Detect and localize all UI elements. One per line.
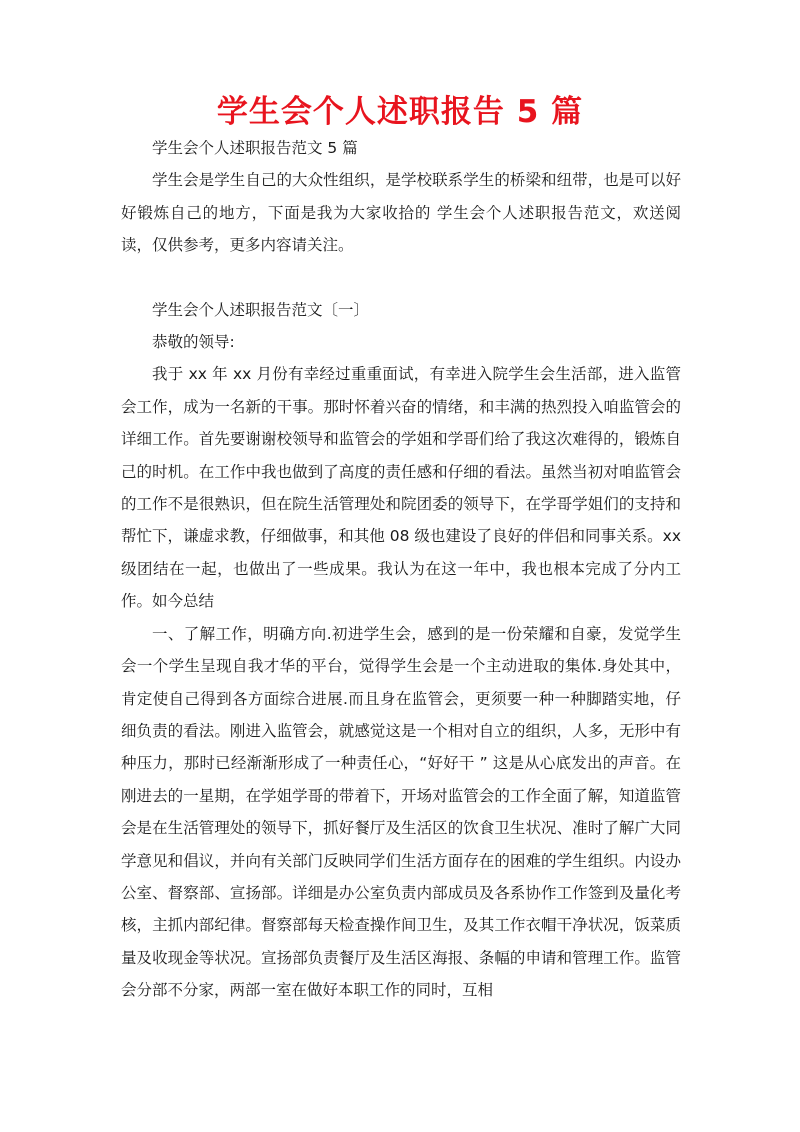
salutation: 恭敬的领导: — [152, 333, 235, 352]
subtitle-paragraph: 学生会个人述职报告范文 5 篇 — [152, 139, 358, 157]
document-title: 学生会个人述职报告 5 篇 — [216, 94, 584, 130]
document-body — [121, 132, 681, 1007]
body-paragraph-2: 一、了解工作，明确方向.初进学生会，感到的是一份荣耀和自豪，发觉学生会一个学生呈现自我才华的平台，觉得学生会是一个主动进取的集体.身处其中，肯定使自己得到各方面综合进展.而且身在监管会，更须要一种一种脚踏实地，仔细负责的看法。刚进入监管会，就感觉这是一个相对自立的组织，人多，无形中有种压力，那时已经渐渐形成了一种责任心，“好好干 ” 这是从心底发出的声音。在刚进去的一星期，在学姐学哥的带着下，开场对监管会的工作全面了解，知道监管会是在生活管理处的领导下，抓好餐厅及生活区的饮食卫生状况、准时了解广大同学意见和倡议，并向有关部门反映同学们生活方面存在的困难的学生组织。内设办公室、督察部、宣扬部。详细是办公室负责内部成员及各系协作工作签到及量化考核，主抓内部纪律。督察部每天检查操作间卫生，及其工作衣帽干净状况，饭菜质量及收现金等状况。宣扬部负责餐厅及生活区海报、条幅的申请和管理工作。监管会分部不分家，两部一室在做好本职工作的同时，互相 — [121, 624, 681, 1000]
section-heading: 学生会个人述职报告范文〔一〕 — [152, 300, 370, 319]
paragraph-gap — [121, 262, 681, 294]
body-paragraph-1: 我于 xx 年 xx 月份有幸经过重重面试，有幸进入院学生会生活部，进入监管会工作，成为一名新的干事。那时怀着兴奋的情绪，和丰满的热烈投入咱监管会的详细工作。首先要谢谢校领导和监管会的学姐和学哥们给了我这次难得的，锻炼自己的时机。在工作中我也做到了高度的责任感和仔细的看法。虽然当初对咱监管会的工作不是很熟识，但在院生活管理处和院团委的领导下，在学哥学姐们的支持和帮忙下，谦虚求教，仔细做事，和其他 08 级也建设了良好的伴侣和同事关系。xx 级团结在一起，也做出了一些成果。我认为在这一年中，我也根本完成了分内工作。如今总结 — [121, 365, 681, 611]
intro-paragraph: 学生会是学生自己的大众性组织，是学校联系学生的桥梁和纽带，也是可以好好锻炼自己的地方，下面是我为大家收拾的 学生会个人述职报告范文，欢送阅读，仅供参考，更多内容请关注。 — [121, 171, 681, 255]
